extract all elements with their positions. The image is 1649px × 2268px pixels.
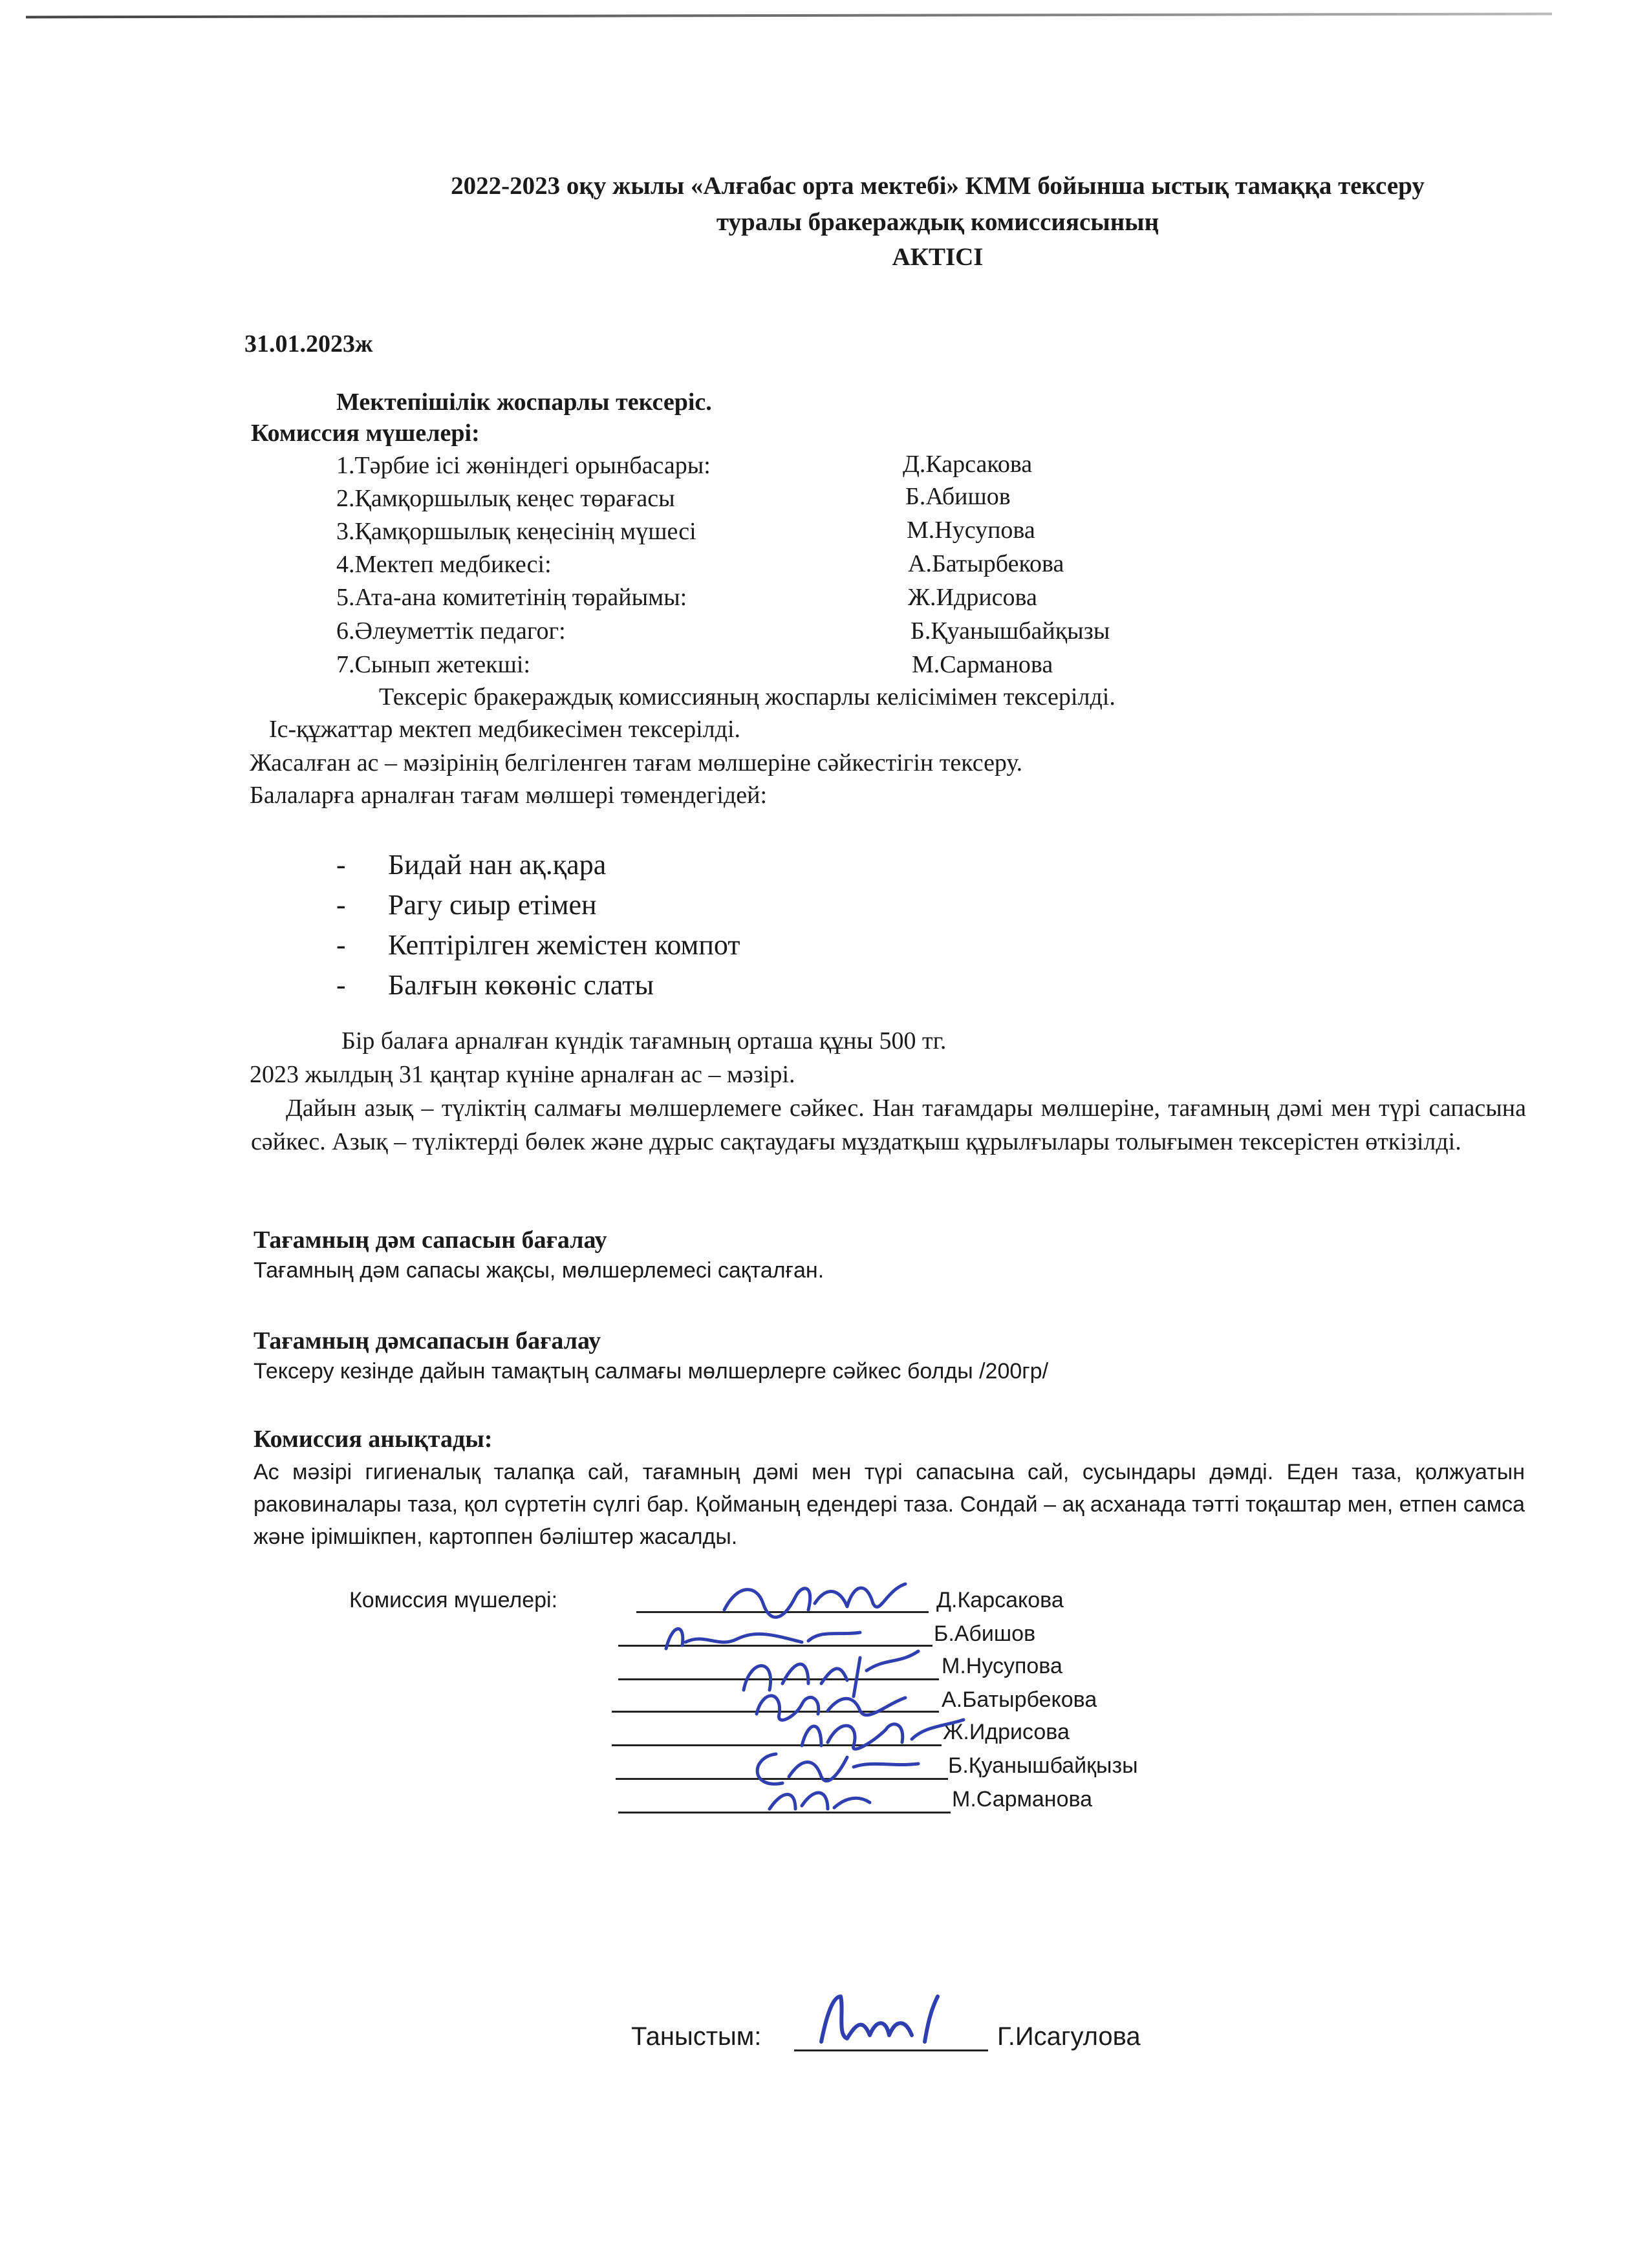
inspection-type: Мектепішілік жоспарлы тексеріс.	[336, 389, 712, 416]
members-heading: Комиссия мүшелері:	[251, 420, 480, 447]
section-heading-taste: Тағамның дәм сапасын бағалау	[253, 1226, 607, 1254]
signer-name: Д.Карсакова	[936, 1588, 1064, 1612]
list-item: - Кептірілген жемістен компот	[336, 929, 740, 961]
member-name: Д.Карсакова	[903, 451, 1033, 478]
member-name: А.Батырбекова	[908, 550, 1064, 577]
doc-title-line-2: туралы бракераждық комиссиясының	[716, 208, 1159, 236]
member-name: Б.Абишов	[905, 483, 1011, 510]
section-text-quality: Тексеру кезінде дайын тамақтың салмағы мөлшерлерге сәйкес болды /200гр/	[253, 1359, 1049, 1384]
signer-name: А.Батырбекова	[942, 1687, 1097, 1712]
member-role: 5.Ата-ана комитетінің төрайымы:	[336, 584, 687, 611]
menu-date-line: 2023 жылдың 31 қаңтар күніне арналған ас – мәзірі.	[250, 1061, 795, 1088]
intro-line-4: Балаларға арналған тағам мөлшері төмендегідей:	[250, 782, 768, 809]
check-paragraph: Дайын азық – түліктің салмағы мөлшерлемеге сәйкес. Нан тағамдары мөлшеріне, тағамның дәмі мен түрі сапасына сәйкес. Азық – түліктерді бөлек және дұрыс сақтаудағы мұздатқыш құрылғылары толығымен тексерістен өткізілді.	[251, 1095, 1526, 1155]
list-item: - Балғын көкөніс слаты	[336, 969, 654, 1001]
signer-name: Б.Абишов	[934, 1621, 1036, 1646]
member-role: 2.Қамқоршылық кеңес төрағасы	[336, 485, 675, 512]
scan-edge-line	[26, 13, 1552, 19]
signer-name: М.Нусупова	[942, 1654, 1062, 1678]
section-heading-findings: Комиссия анықтады:	[253, 1426, 493, 1453]
member-role: 3.Қамқоршылық кеңесінің мүшесі	[336, 518, 696, 545]
member-name: Ж.Идрисова	[908, 584, 1037, 611]
acknowledged-name: Г.Исагулова	[997, 2022, 1141, 2051]
list-item: - Рагу сиыр етімен	[336, 889, 597, 921]
signatures-label: Комиссия мүшелері:	[349, 1588, 558, 1612]
handwritten-signature	[808, 1984, 964, 2055]
intro-line-3: Жасалған ас – мәзірінің белгіленген тағам мөлшеріне сәйкестігін тексеру.	[250, 749, 1023, 776]
section-text-findings: Ас мәзірі гигиеналық талапқа сай, тағамның дәмі мен түрі сапасына сай, сусындары дәмді. Еден таза, қолжуатын раковиналары таза, қол сүртетін сүлгі бар. Қойманың едендері таза. Сондай – ақ асханада тәтті тоқаштар мен, етпен самса және ірімшікпен, картоппен бәліштер жасалды.	[253, 1460, 1525, 1549]
daily-cost-line: Бір балаға арналған күндік тағамның орташа құны 500 тг.	[341, 1027, 947, 1054]
member-name: Б.Қуанышбайқызы	[911, 617, 1110, 645]
doc-title-line-3: АКТІСІ	[892, 243, 984, 271]
signer-name: Ж.Идрисова	[943, 1720, 1070, 1744]
member-role: 7.Сынып жетекші:	[336, 651, 531, 678]
list-item: - Бидай нан ақ.қара	[336, 849, 607, 881]
member-name: М.Нусупова	[907, 517, 1035, 544]
member-name: М.Сарманова	[912, 651, 1053, 678]
acknowledged-label: Таныстым:	[631, 2022, 762, 2051]
intro-line-2: Іс-құжаттар мектеп медбикесімен тексерілді.	[269, 716, 741, 743]
doc-date: 31.01.2023ж	[244, 330, 373, 358]
member-role: 4.Мектеп медбикесі:	[336, 551, 552, 578]
handwritten-signature	[757, 1777, 879, 1822]
doc-title-line-1: 2022-2023 оқу жылы «Алғабас орта мектебі» КММ бойынша ыстық тамаққа тексеру	[451, 172, 1425, 200]
member-role: 6.Әлеуметтік педагог:	[336, 617, 566, 645]
member-role: 1.Тәрбие ісі жөніндегі орынбасары:	[336, 452, 711, 479]
section-heading-quality: Тағамның дәмсапасын бағалау	[253, 1327, 601, 1354]
section-text-taste: Тағамның дәм сапасы жақсы, мөлшерлемесі сақталған.	[253, 1258, 824, 1283]
intro-line-1: Тексеріс бракераждық комиссияның жоспарлы келісімімен тексерілді.	[379, 683, 1116, 711]
signer-name: М.Сарманова	[952, 1787, 1093, 1812]
signer-name: Б.Қуанышбайқызы	[948, 1753, 1138, 1778]
